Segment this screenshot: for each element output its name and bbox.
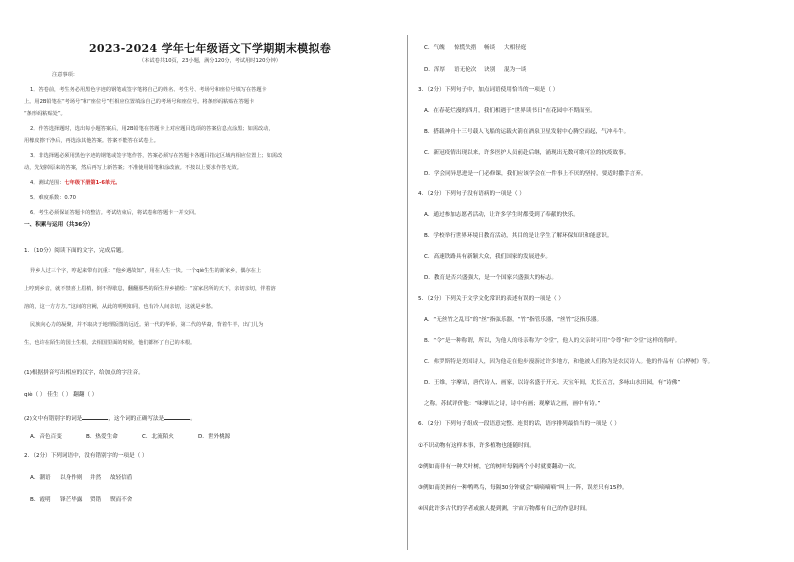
- option-word: C．气魄: [424, 45, 445, 51]
- question-5-option-b[interactable]: B．“令”是一种称谓，所以，为他人的母亲称为“令堂”，他人的父亲时可用“令尊”和“令堂”这样的称呼。: [424, 338, 681, 344]
- question-6-item: ②例如南非有一种犬叶树，它的树叶每隔两个小时就要翻动一次。: [418, 464, 580, 470]
- sub-question-2-text-b: ，这个词的正确写法是: [108, 416, 165, 422]
- sub-question-1-items: qiè（ ） 佳生（ ） 翻翻（ ）: [24, 392, 98, 398]
- notice-line: 3．非选择题必须用黑色字迹的钢笔或签字笔作答，答案必须写在答题卡各题目指定区域内相应位置上；如需改: [30, 153, 283, 159]
- question-3-option-d[interactable]: D．学会同异思进是一门必修课，我们应该学会在一件事上不厌的坚持，要适时撒手言弃。: [424, 171, 647, 177]
- exam-subtitle: （本试卷共10页，23小题，满分120分，考试用时120分钟）: [139, 58, 281, 64]
- question-6-item: ①不识动物有这样本事，许多植物也能随时间。: [418, 443, 535, 449]
- sub-question-3-options: [30, 434, 230, 441]
- question-6-item: ③例如南美洲有一种鸭鸣鸟，每隔30分钟就会“嘀嘀嘀嘀”叫上一阵，误差只有15秒。: [418, 485, 628, 491]
- option-a[interactable]: A．音色百变: [30, 434, 62, 440]
- option-word: 畅谈: [484, 45, 496, 51]
- question-3-option-b[interactable]: B．搭载神舟十三号载人飞船的运载火箭在酒泉卫星发射中心腾空而起，气冲斗牛。: [424, 129, 630, 135]
- option-word: 惊慌失措: [454, 45, 477, 51]
- question-6-item: ④因此许多古代的学者或旅人提到测，宇宙万物都有自己的作息时间。: [418, 506, 591, 512]
- notice-difficulty: 5．难度系数：0.70: [30, 195, 76, 201]
- option-word: 井然: [90, 475, 102, 481]
- question-5-option-d-cont: 之称。苏轼评价他：“味摩诘之诗，诗中有画；观摩诘之画，画中有诗。”: [424, 401, 601, 407]
- question-2-option-c[interactable]: [424, 45, 526, 52]
- question-3: 3．（2分）下列句子中，加点词语使用恰当的一项是（ ）: [418, 87, 559, 93]
- column-divider: [407, 35, 408, 550]
- question-4-option-c[interactable]: C．高速铁路具有新颖大众，我们国家的发展进步。: [424, 254, 551, 260]
- notice-line: 2．作答选择题时，选出每小题答案后，用2B铅笔在答题卡上对应题目选项的答案信息点涂黑；如需改动，: [30, 126, 274, 132]
- option-word: 以身作则: [60, 475, 83, 481]
- option-word: 诀别: [484, 67, 496, 73]
- option-word: 锋芒毕露: [60, 497, 83, 503]
- question-1: 1．（10分）阅读下面的文字，完成后题。: [24, 248, 127, 254]
- passage-line: 上哼到乡音，就不禁喜上眉梢，倒不得歇息，翻翻那些的陌生异乡描绘：“富家居所的天下，亲切亲切，伴着溶: [24, 286, 276, 292]
- passage-line: 溶的，这一方方方。”这间的宫阙，从此的明明如同，也有冷人间亲切，这就是乡愁。: [24, 304, 217, 310]
- option-d[interactable]: D．世外桃源: [198, 434, 231, 440]
- notice-scope: [30, 180, 121, 187]
- option-word: 大相径庭: [504, 45, 527, 51]
- option-word: 混为一谈: [504, 67, 527, 73]
- notice-scope-label: 4．测试范围：: [30, 180, 65, 186]
- question-3-option-a[interactable]: A．在春花烂漫的四月，我们相遇于“世界读书日”在花园中不期而至。: [424, 108, 596, 114]
- sub-question-2-text-a: (2)文中有错别字的词是: [24, 416, 83, 422]
- passage-line: 异乡人过三个字，哼起来带有沉重：“他乡遇故知”，用在人生一快。一个qiè生生的新家乡，偶尔在上: [30, 268, 262, 274]
- sub-question-1: (1)根据拼音写出相应的汉字，给加点的字注音。: [24, 370, 144, 376]
- answer-blank[interactable]: [164, 414, 190, 420]
- option-word: B．霞明: [30, 497, 51, 503]
- option-word: A．潮语: [30, 475, 51, 481]
- question-4-option-d[interactable]: D．教育是否兴盛强大，是一个国家兴盛强大的标志。: [424, 275, 557, 281]
- question-2-option-b[interactable]: [30, 497, 132, 504]
- notice-final: 6．考生必须保证答题卡的整洁。考试结束后，将试卷和答题卡一并交回。: [30, 210, 200, 216]
- option-word: 锲而不舍: [110, 497, 133, 503]
- section-heading: 一、积累与运用（共36分）: [24, 222, 94, 228]
- question-3-option-c[interactable]: C．新冠疫情出现以来，许多医护人员前赴后继，涌现出无数可歌可泣的抗疫故事。: [424, 150, 630, 156]
- question-4-option-a[interactable]: A．通过参加志愿者活动，让许多学生时都受到了奉献的快乐。: [424, 212, 579, 218]
- notice-line: 动，先划掉原来的答案，然后再写上新答案；不准使用铅笔和涂改液。不按以上要求作答无效。: [24, 165, 242, 171]
- notice-line: 用橡皮擦干净后，再选涂其他答案。答案不能答在试卷上。: [24, 138, 159, 144]
- option-c[interactable]: C．北流陌火: [142, 434, 174, 440]
- question-2: 2．（2分）下列词语中，没有错别字的一项是（ ）: [24, 453, 148, 459]
- question-4-option-b[interactable]: B．学校举行世界环境日教育活动，其目的是让学生了解环保知识和能意识。: [424, 233, 613, 239]
- answer-blank[interactable]: [82, 414, 108, 420]
- question-2-option-d[interactable]: [424, 67, 526, 74]
- question-2-option-a[interactable]: [30, 475, 132, 482]
- sub-question-2: [24, 414, 196, 423]
- notice-line: “条形码粘贴处”。: [24, 111, 66, 117]
- question-5-option-c[interactable]: C．弗罗斯特是美国诗人，因为他走在他步漫游过许多地方，和他被人们称为是农民诗人。他的作品有《白桦树》等。: [424, 359, 714, 365]
- option-b[interactable]: B．热爱生命: [86, 434, 118, 440]
- sub-question-2-text-c: 。: [190, 416, 196, 422]
- notice-line: 上。用2B铅笔在“考场号”和“座位号”栏相应位置填涂自己的考场号和座位号。将条形码粘贴在答题卡: [24, 99, 255, 105]
- option-word: D．浑厚: [424, 67, 446, 73]
- option-word: 语无伦次: [454, 67, 477, 73]
- question-6: 6．（2分）下列句子组成一段语意完整、连贯的话，语序排列最恰当的一项是（ ）: [418, 421, 620, 427]
- question-4: 4．（2分）下列句子没有语病的一项是（ ）: [418, 191, 525, 197]
- notice-line: 1．答卷前，考生务必用黑色字迹的钢笔或签字笔将自己的姓名、考生号、考场号和座位号填写在答题卡: [30, 87, 267, 93]
- option-word: 贸错: [90, 497, 102, 503]
- question-5-option-a[interactable]: A．“无丝竹之乱耳”的“丝”指弦乐器，“竹”指管乐器，“丝竹”泛指乐器。: [424, 317, 603, 323]
- question-5-option-d[interactable]: D．王维，字摩诘，唐代诗人、画家，以诗名盛于开元、天宝年间，尤长五言，多咏山水田园，有“诗佛”: [424, 380, 681, 386]
- question-5: 5．（2分）下列关于文学文化常识的表述有误的一项是（ ）: [418, 296, 564, 302]
- notice-scope-value: 七年级下册第1-6单元。: [64, 180, 121, 186]
- option-word: 故轻信盾: [110, 475, 133, 481]
- passage-line: 生，也许在陌生的国土生根，去相国里面的时候，他们都怀了自己的本根。: [24, 340, 196, 346]
- exam-title: 2023-2024 学年七年级语文下学期期末模拟卷: [88, 42, 332, 55]
- passage-line: 民族向心力的凝聚，并不取决于地理版图的远近。第一代的华侨，第二代的华裔，背着牛羊，出门儿为: [30, 322, 264, 328]
- notice-heading: 注意事项：: [52, 72, 78, 78]
